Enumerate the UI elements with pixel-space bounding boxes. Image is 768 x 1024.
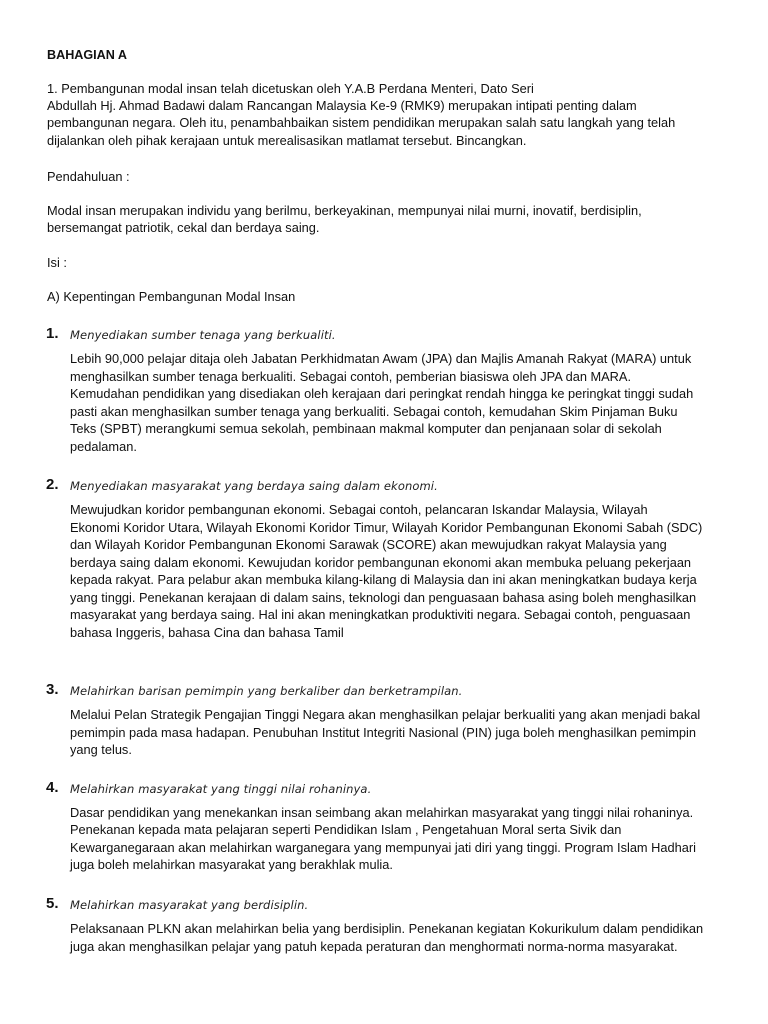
item-text-line: Dasar pendidikan yang menekankan insan seimbang akan melahirkan masyarakat yang tinggi nilai rohaninya. xyxy=(70,805,694,820)
item-text-line: masyarakat yang berdaya saing. Hal ini akan meningkatkan produktiviti negara. Sebagai contoh, penguasaan xyxy=(70,607,691,622)
item-number: 1. xyxy=(46,325,59,342)
item-title: Menyediakan sumber tenaga yang berkualiti. xyxy=(70,328,336,342)
question-line: pembangunan negara. Oleh itu, penambahbaikan sistem pendidikan merupakan salah satu langkah yang telah xyxy=(47,115,676,130)
item-title: Melahirkan barisan pemimpin yang berkaliber dan berketrampilan. xyxy=(70,684,463,698)
item-text-line: juga boleh melahirkan masyarakat yang berakhlak mulia. xyxy=(70,857,393,872)
item-text-line: dan Wilayah Koridor Pembangunan Ekonomi Sarawak (SCORE) akan mewujudkan rakyat Malaysia yang xyxy=(70,537,667,552)
subsection-heading: A) Kepentingan Pembangunan Modal Insan xyxy=(47,289,296,304)
item-text-line: Lebih 90,000 pelajar ditaja oleh Jabatan Perkhidmatan Awam (JPA) dan Majlis Amanah Rakyat (MARA) untuk xyxy=(70,351,692,366)
item-text-line: yang telus. xyxy=(70,742,132,757)
item-text-line: yang tinggi. Penekanan kerajaan di dalam sains, teknologi dan penguasaan bahasa asing boleh menghasilkan xyxy=(70,590,697,605)
section-title: BAHAGIAN A xyxy=(47,48,127,62)
intro-line: Modal insan merupakan individu yang berilmu, berkeyakinan, mempunyai nilai murni, inovatif, berdisiplin, xyxy=(47,203,642,218)
item-text-line: pemimpin pada masa hadapan. Penubuhan Institut Integriti Nasional (PIN) juga boleh menghasilkan pemimpin xyxy=(70,725,696,740)
item-text-line: Kewarganegaraan akan melahirkan warganegara yang mempunyai jati diri yang tinggi. Program Islam Hadhari xyxy=(70,840,696,855)
intro-heading: Pendahuluan : xyxy=(47,169,130,184)
intro-line: bersemangat patriotik, cekal dan berdaya saing. xyxy=(47,220,320,235)
item-text-line: Penekanan kepada mata pelajaran seperti Pendidikan Islam , Pengetahuan Moral serta Sivik dan xyxy=(70,822,622,837)
item-text-line: Kemudahan pendidikan yang disediakan oleh kerajaan dari peringkat rendah hingga ke peringkat tinggi sudah xyxy=(70,386,694,401)
item-title: Melahirkan masyarakat yang tinggi nilai rohaninya. xyxy=(70,782,372,796)
item-text-line: Teks (SPBT) merangkumi semua sekolah, pembinaan makmal komputer dan penjanaan solar di sekolah xyxy=(70,421,662,436)
item-text-line: Pelaksanaan PLKN akan melahirkan belia yang berdisiplin. Penekanan kegiatan Kokurikulum dalam pendidikan xyxy=(70,921,704,936)
item-text-line: pasti akan menghasilkan sumber tenaga yang berkualiti. Sebagai contoh, kemudahan Skim Pinjaman Buku xyxy=(70,404,678,419)
item-number: 3. xyxy=(46,681,59,698)
item-text-line: pedalaman. xyxy=(70,439,137,454)
item-number: 5. xyxy=(46,895,59,912)
item-text-line: bahasa Inggeris, bahasa Cina dan bahasa Tamil xyxy=(70,625,344,640)
question-line: dijalankan oleh pihak kerajaan untuk merealisasikan matlamat tersebut. Bincangkan. xyxy=(47,133,527,148)
question-line: Abdullah Hj. Ahmad Badawi dalam Rancangan Malaysia Ke-9 (RMK9) merupakan intipati penting dalam xyxy=(47,98,637,113)
item-text-line: menghasilkan sumber tenaga berkualiti. Sebagai contoh, pemberian biasiswa oleh JPA dan MARA. xyxy=(70,369,632,384)
item-text-line: Melalui Pelan Strategik Pengajian Tinggi Negara akan menghasilkan pelajar berkualiti yang akan menjadi bakal xyxy=(70,707,701,722)
content-heading: Isi : xyxy=(47,255,67,270)
item-text-line: juga akan menghasilkan pelajar yang patuh kepada peraturan dan menghormati norma-norma masyarakat. xyxy=(70,939,678,954)
item-text-line: berdaya saing dalam ekonomi. Kewujudan koridor pembangunan ekonomi akan membuka peluang pekerjaan xyxy=(70,555,692,570)
item-title: Menyediakan masyarakat yang berdaya saing dalam ekonomi. xyxy=(70,479,438,493)
item-title: Melahirkan masyarakat yang berdisiplin. xyxy=(70,898,309,912)
item-text-line: kepada rakyat. Para pelabur akan membuka kilang-kilang di Malaysia dan ini akan meningkatkan budaya kerja xyxy=(70,572,697,587)
item-number: 2. xyxy=(46,476,59,493)
item-number: 4. xyxy=(46,779,59,796)
question-line: 1. Pembangunan modal insan telah dicetuskan oleh Y.A.B Perdana Menteri, Dato Seri xyxy=(47,81,534,96)
item-text-line: Ekonomi Koridor Utara, Wilayah Ekonomi Koridor Timur, Wilayah Koridor Pembangunan Ekonomi Sabah (SDC) xyxy=(70,520,703,535)
item-text-line: Mewujudkan koridor pembangunan ekonomi. Sebagai contoh, pelancaran Iskandar Malaysia, Wilayah xyxy=(70,502,648,517)
